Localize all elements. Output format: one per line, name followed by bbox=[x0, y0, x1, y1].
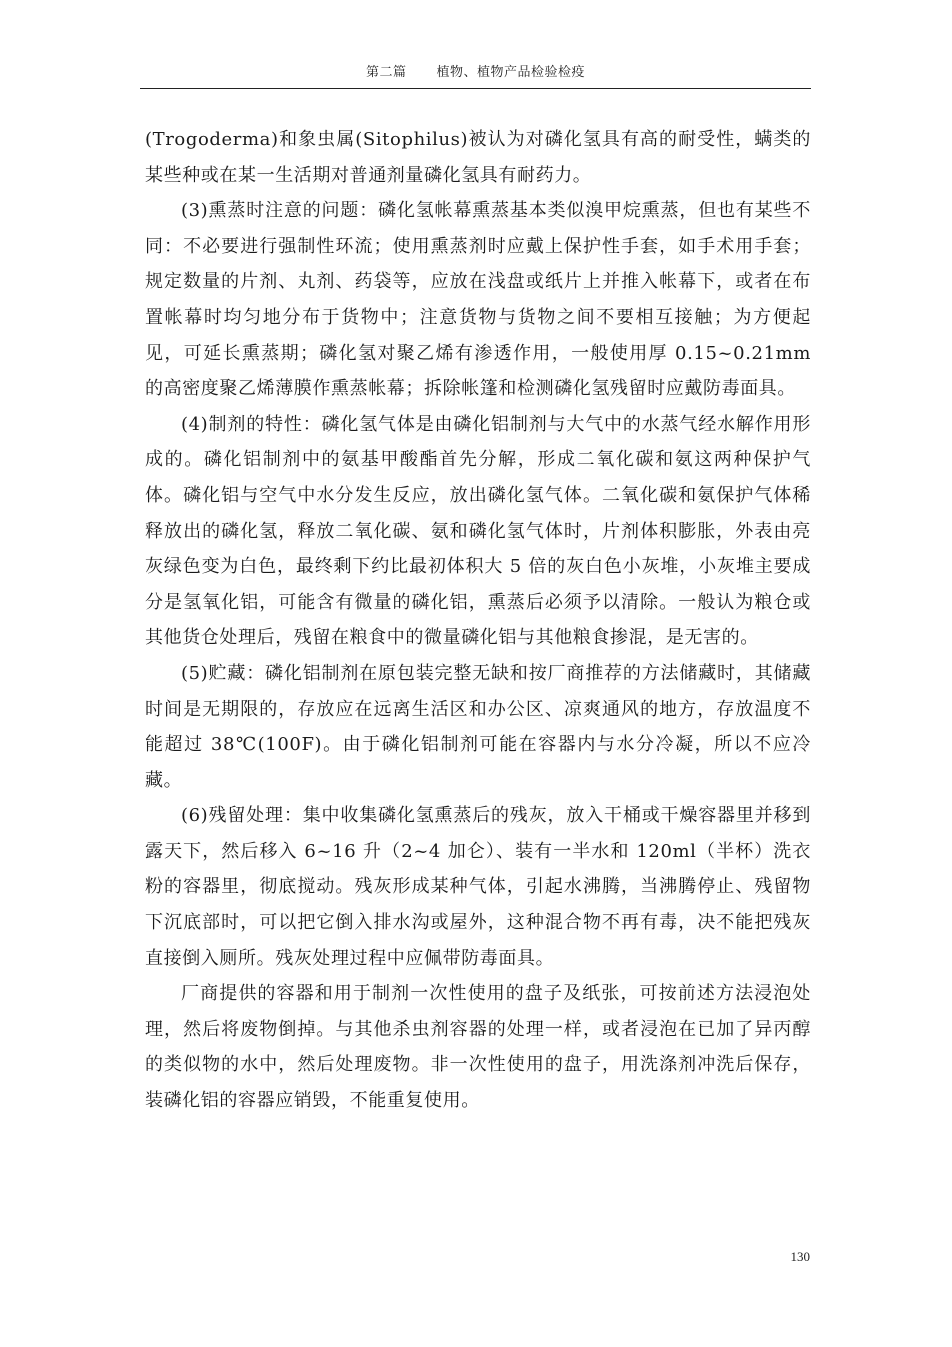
paragraph-residue-disposal: (6)残留处理：集中收集磷化氢熏蒸后的残灰，放入干桶或干燥容器里并移到露天下，然后移入 6~16 升（2~4 加仑）、装有一半水和 120ml（半杯）洗衣粉的容器里，彻底搅动。残灰形成某种气体，引起水沸腾，当沸腾停止、残留物下沉底部时，可以把它倒入排水沟或屋外，这种混合物不再有毒，决不能把残灰直接倒入厕所。残灰处理过程中应佩带防毒面具。 bbox=[145, 805, 811, 969]
body-text bbox=[145, 122, 811, 1119]
page-number: 130 bbox=[790, 1249, 810, 1264]
paragraph-fumigation-notes: (3)熏蒸时注意的问题：磷化氢帐幕熏蒸基本类似溴甲烷熏蒸，但也有某些不同：不必要进行强制性环流；使用熏蒸剂时应戴上保护性手套，如手术用手套；规定数量的片剂、丸剂、药袋等，应放在浅盘或纸片上并推入帐幕下，或者在布置帐幕时均匀地分布于货物中；注意货物与货物之间不要相互接触；为方便起见，可延长熏蒸期；磷化氢对聚乙烯有渗透作用，一般使用厚 0.15~0.21mm 的高密度聚乙烯薄膜作熏蒸帐幕；拆除帐篷和检测磷化氢残留时应戴防毒面具。 bbox=[145, 200, 811, 400]
paragraph-continuation: (Trogoderma)和象虫属(Sitophilus)被认为对磷化氢具有高的耐受性，螨类的某些种或在某一生活期对普通剂量磷化氢具有耐药力。 bbox=[145, 129, 811, 186]
paragraph-formulation-properties: (4)制剂的特性：磷化氢气体是由磷化铝制剂与大气中的水蒸气经水解作用形成的。磷化铝制剂中的氨基甲酸酯首先分解，形成二氧化碳和氨这两种保护气体。磷化铝与空气中水分发生反应，放出磷化氢气体。二氧化碳和氨保护气体稀释放出的磷化氢，释放二氧化碳、氨和磷化氢气体时，片剂体积膨胀，外表由亮灰绿色变为白色，最终剩下约比最初体积大 5 倍的灰白色小灰堆，小灰堆主要成分是氢氧化铝，可能含有微量的磷化铝，熏蒸后必须予以清除。一般认为粮仓或其他货仓处理后，残留在粮食中的微量磷化铝与其他粮食掺混，是无害的。 bbox=[145, 413, 811, 649]
header-title: 植物、植物产品检验检疫 bbox=[436, 65, 586, 80]
header-part: 第二篇 bbox=[365, 65, 407, 80]
running-header bbox=[140, 62, 811, 89]
paragraph-storage: (5)贮藏：磷化铝制剂在原包装完整无缺和按厂商推荐的方法储藏时，其储藏时间是无期限的，存放应在远离生活区和办公区、凉爽通风的地方，存放温度不能超过 38℃(100F)。由于磷化铝制剂可能在容器内与水分冷凝，所以不应冷藏。 bbox=[145, 662, 811, 791]
paragraph-container-disposal: 厂商提供的容器和用于制剂一次性使用的盘子及纸张，可按前述方法浸泡处理，然后将废物倒掉。与其他杀虫剂容器的处理一样，或者浸泡在已加了异丙醇的类似物的水中，然后处理废物。非一次性使用的盘子，用洗涤剂冲洗后保存，装磷化铝的容器应销毁，不能重复使用。 bbox=[145, 983, 811, 1112]
